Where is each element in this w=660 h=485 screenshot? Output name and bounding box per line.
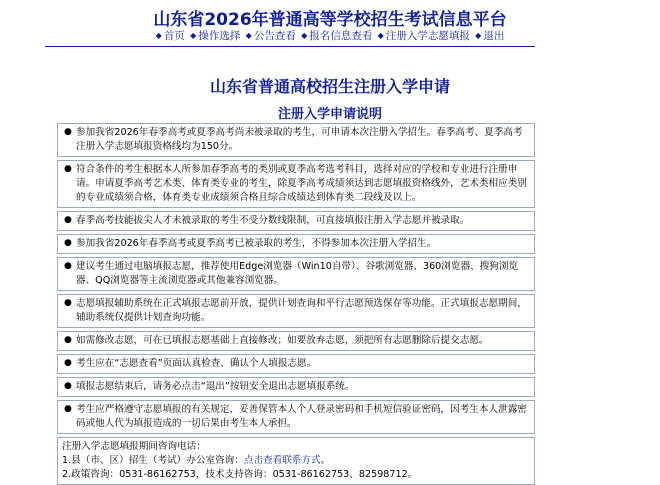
- bullet-icon: ◆: [190, 31, 197, 40]
- notice-item: [57, 160, 535, 208]
- nav-announcements[interactable]: 公告查看: [253, 30, 296, 42]
- bullet-icon: ●: [64, 404, 72, 414]
- notice-text: 参加我省2026年春季高考或夏季高考已被录取的考生，不得参加本次注册入学招生。: [76, 238, 437, 249]
- contact-line-2: 2.政策咨询：0531-86162753，技术支持咨询：0531-86162753、82598712。: [62, 469, 418, 480]
- nav-home[interactable]: 首页: [163, 30, 185, 42]
- notice-text: 春季高考技能拔尖人才未被录取的考生不受分数线限制，可直接填报注册入学志愿并被录取。: [76, 215, 470, 226]
- bullet-icon: ●: [64, 215, 72, 225]
- nav-logout[interactable]: 退出: [483, 30, 505, 42]
- contact-line-1-suffix: 。: [320, 455, 331, 466]
- contact-heading: 注册入学志愿填报期间咨询电话：: [62, 441, 206, 452]
- section-title: 注册入学申请说明: [277, 107, 382, 122]
- nav-operation-select[interactable]: 操作选择: [198, 30, 241, 42]
- contact-details-link[interactable]: 点击查看联系方式: [243, 455, 321, 466]
- notice-text: 如需修改志愿，可在已填报志愿基础上直接修改；如要放弃志愿，须把所有志愿删除后提交志愿。: [76, 335, 489, 346]
- bullet-icon: ◆: [377, 31, 384, 40]
- header-divider: [45, 46, 535, 47]
- notice-item: [57, 377, 535, 397]
- bullet-icon: ●: [64, 127, 72, 137]
- notice-item: [57, 400, 535, 434]
- notice-item: [57, 331, 535, 351]
- bullet-icon: ●: [64, 381, 72, 391]
- notice-item: [57, 294, 535, 328]
- contact-line-1-prefix: 1.县（市、区）招生（考试）办公室咨询：: [62, 455, 244, 466]
- bullet-icon: ◆: [155, 31, 162, 40]
- notice-item: [57, 234, 535, 254]
- site-title: 山东省2026年普通高等学校招生考试信息平台: [153, 10, 507, 30]
- notice-text: 参加我省2026年春季高考或夏季高考尚未被录取的考生，可申请本次注册入学招生。春季高考、夏季高考注册入学志愿填报资格线均为150分。: [76, 127, 523, 152]
- contact-line-1: [62, 454, 530, 468]
- nav-volunteer-fill[interactable]: 注册入学志愿填报: [385, 30, 470, 42]
- notice-list: [57, 123, 535, 485]
- bullet-icon: ●: [64, 298, 72, 308]
- bullet-icon: ◆: [475, 31, 482, 40]
- notice-text: 考生应严格遵守志愿填报的有关规定，妥善保管本人个人登录密码和手机短信验证密码，因考生本人泄露密码或他人代为填报造成的一切后果由考生本人承担。: [76, 404, 527, 429]
- notice-text: 考生应在“志愿查看”页面认真检查、确认个人填报志愿。: [76, 358, 317, 369]
- notice-item: [57, 211, 535, 231]
- page-title: 山东省普通高校招生注册入学申请: [209, 77, 450, 96]
- notice-text: 建议考生通过电脑填报志愿，推荐使用Edge浏览器（Win10自带）、谷歌浏览器、360浏览器、搜狗浏览器、QQ浏览器等主流浏览器或其他兼容浏览器。: [76, 261, 519, 286]
- top-nav: [0, 28, 660, 43]
- contact-box: [57, 437, 535, 485]
- bullet-icon: ●: [64, 358, 72, 368]
- notice-text: 填报志愿结束后，请务必点击“退出”按钮安全退出志愿填报系统。: [76, 381, 355, 392]
- notice-text: 志愿填报辅助系统在正式填报志愿前开放，提供计划查询和平行志愿预选保存等功能。正式填报志愿期间，辅助系统仅提供计划查询功能。: [76, 298, 527, 323]
- notice-item: [57, 123, 535, 157]
- bullet-icon: ●: [64, 238, 72, 248]
- bullet-icon: ●: [64, 335, 72, 345]
- bullet-icon: ◆: [245, 31, 252, 40]
- notice-text: 符合条件的考生根据本人所参加春季高考的类别或夏季高考选考科目，选择对应的学校和专业进行注册申请。申请夏季高考艺术类、体育类专业的考生，除夏季高考成绩须达到志愿填报资格线外，艺术类相应类别的专业成绩须合格，体育类专业成绩须合格且综合成绩达到体育类二段线及以上。: [76, 164, 527, 203]
- bullet-icon: ◆: [301, 31, 308, 40]
- notice-item: [57, 354, 535, 374]
- bullet-icon: ●: [64, 164, 72, 174]
- bullet-icon: ●: [64, 261, 72, 271]
- notice-item: [57, 257, 535, 291]
- nav-registration-info[interactable]: 报名信息查看: [309, 30, 373, 42]
